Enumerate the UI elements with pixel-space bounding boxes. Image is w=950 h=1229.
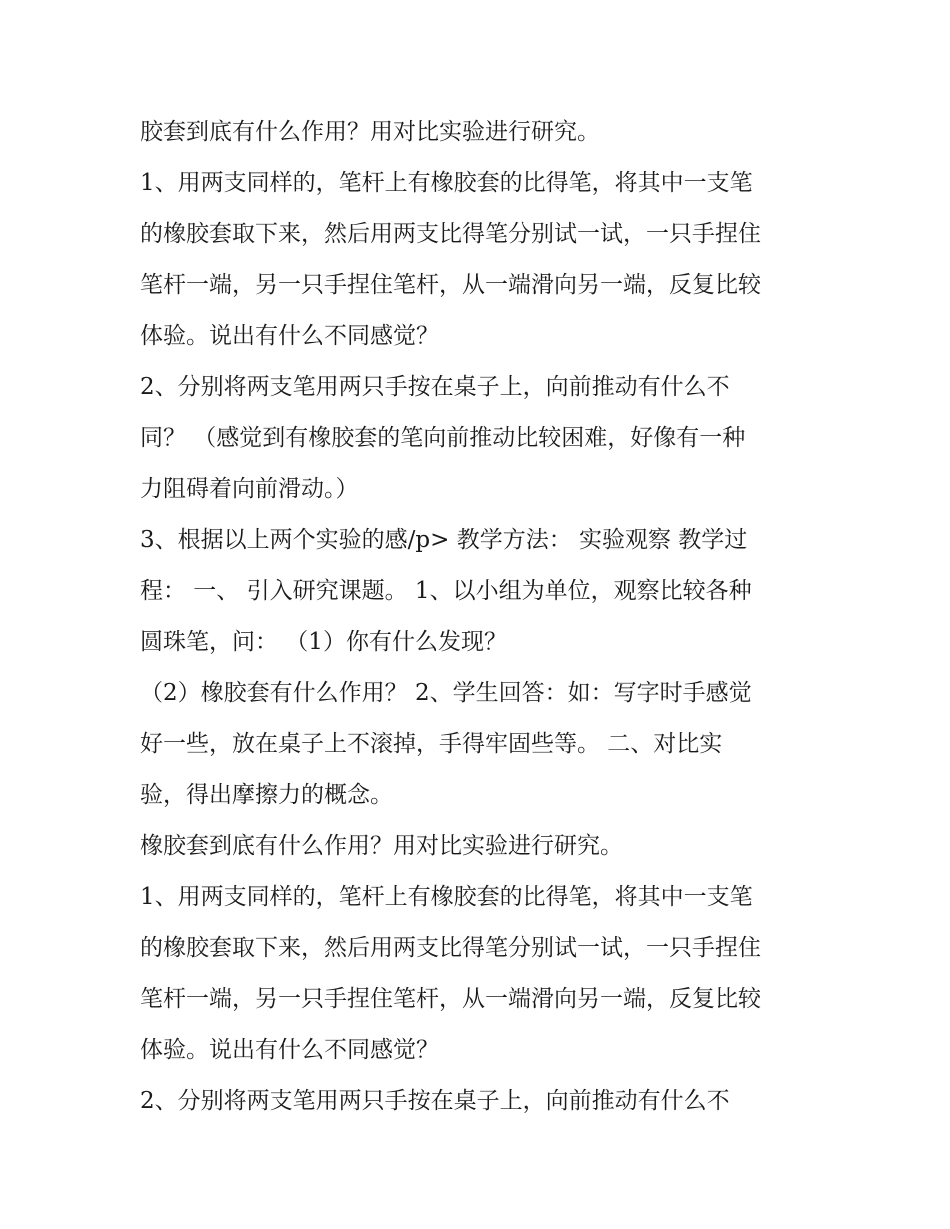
text-line: 橡胶套到底有什么作用？用对比实验进行研究。 <box>140 833 623 859</box>
text-line: 1、用两支同样的，笔杆上有橡胶套的比得笔，将其中一支笔 <box>140 170 753 196</box>
text-line: （2）橡胶套有什么作用？ 2、学生回答：如：写字时手感觉 <box>140 680 752 706</box>
text-line: 体验。说出有什么不同感觉？ <box>140 1037 439 1063</box>
text-line: 体验。说出有什么不同感觉？ <box>140 323 439 349</box>
text-line: 程： 一、 引入研究课题。 1、以小组为单位，观察比较各种 <box>140 578 752 604</box>
text-line: 3、根据以上两个实验的感/p> 教学方法： 实验观察 教学过 <box>140 527 748 553</box>
text-line: 笔杆一端，另一只手捏住笔杆，从一端滑向另一端，反复比较 <box>140 272 761 298</box>
text-line: 笔杆一端，另一只手捏住笔杆，从一端滑向另一端，反复比较 <box>140 986 761 1012</box>
text-line: 1、用两支同样的，笔杆上有橡胶套的比得笔，将其中一支笔 <box>140 884 753 910</box>
text-line: 圆珠笔，问： （1）你有什么发现？ <box>140 629 507 655</box>
document-body <box>140 107 830 1127</box>
text-line: 力阻碍着向前滑动。） <box>140 476 359 502</box>
text-line: 2、分别将两支笔用两只手按在桌子上，向前推动有什么不 <box>140 374 730 400</box>
text-line: 胶套到底有什么作用？用对比实验进行研究。 <box>140 119 600 145</box>
text-line: 的橡胶套取下来，然后用两支比得笔分别试一试，一只手捏住 <box>140 935 761 961</box>
text-line: 验，得出摩擦力的概念。 <box>140 782 393 808</box>
text-line: 的橡胶套取下来，然后用两支比得笔分别试一试，一只手捏住 <box>140 221 761 247</box>
text-line: 同？ （感觉到有橡胶套的笔向前推动比较困难，好像有一种 <box>140 425 746 451</box>
text-line: 好一些，放在桌子上不滚掉，手得牢固些等。 二、对比实 <box>140 731 723 757</box>
text-line: 2、分别将两支笔用两只手按在桌子上，向前推动有什么不 <box>140 1088 730 1114</box>
